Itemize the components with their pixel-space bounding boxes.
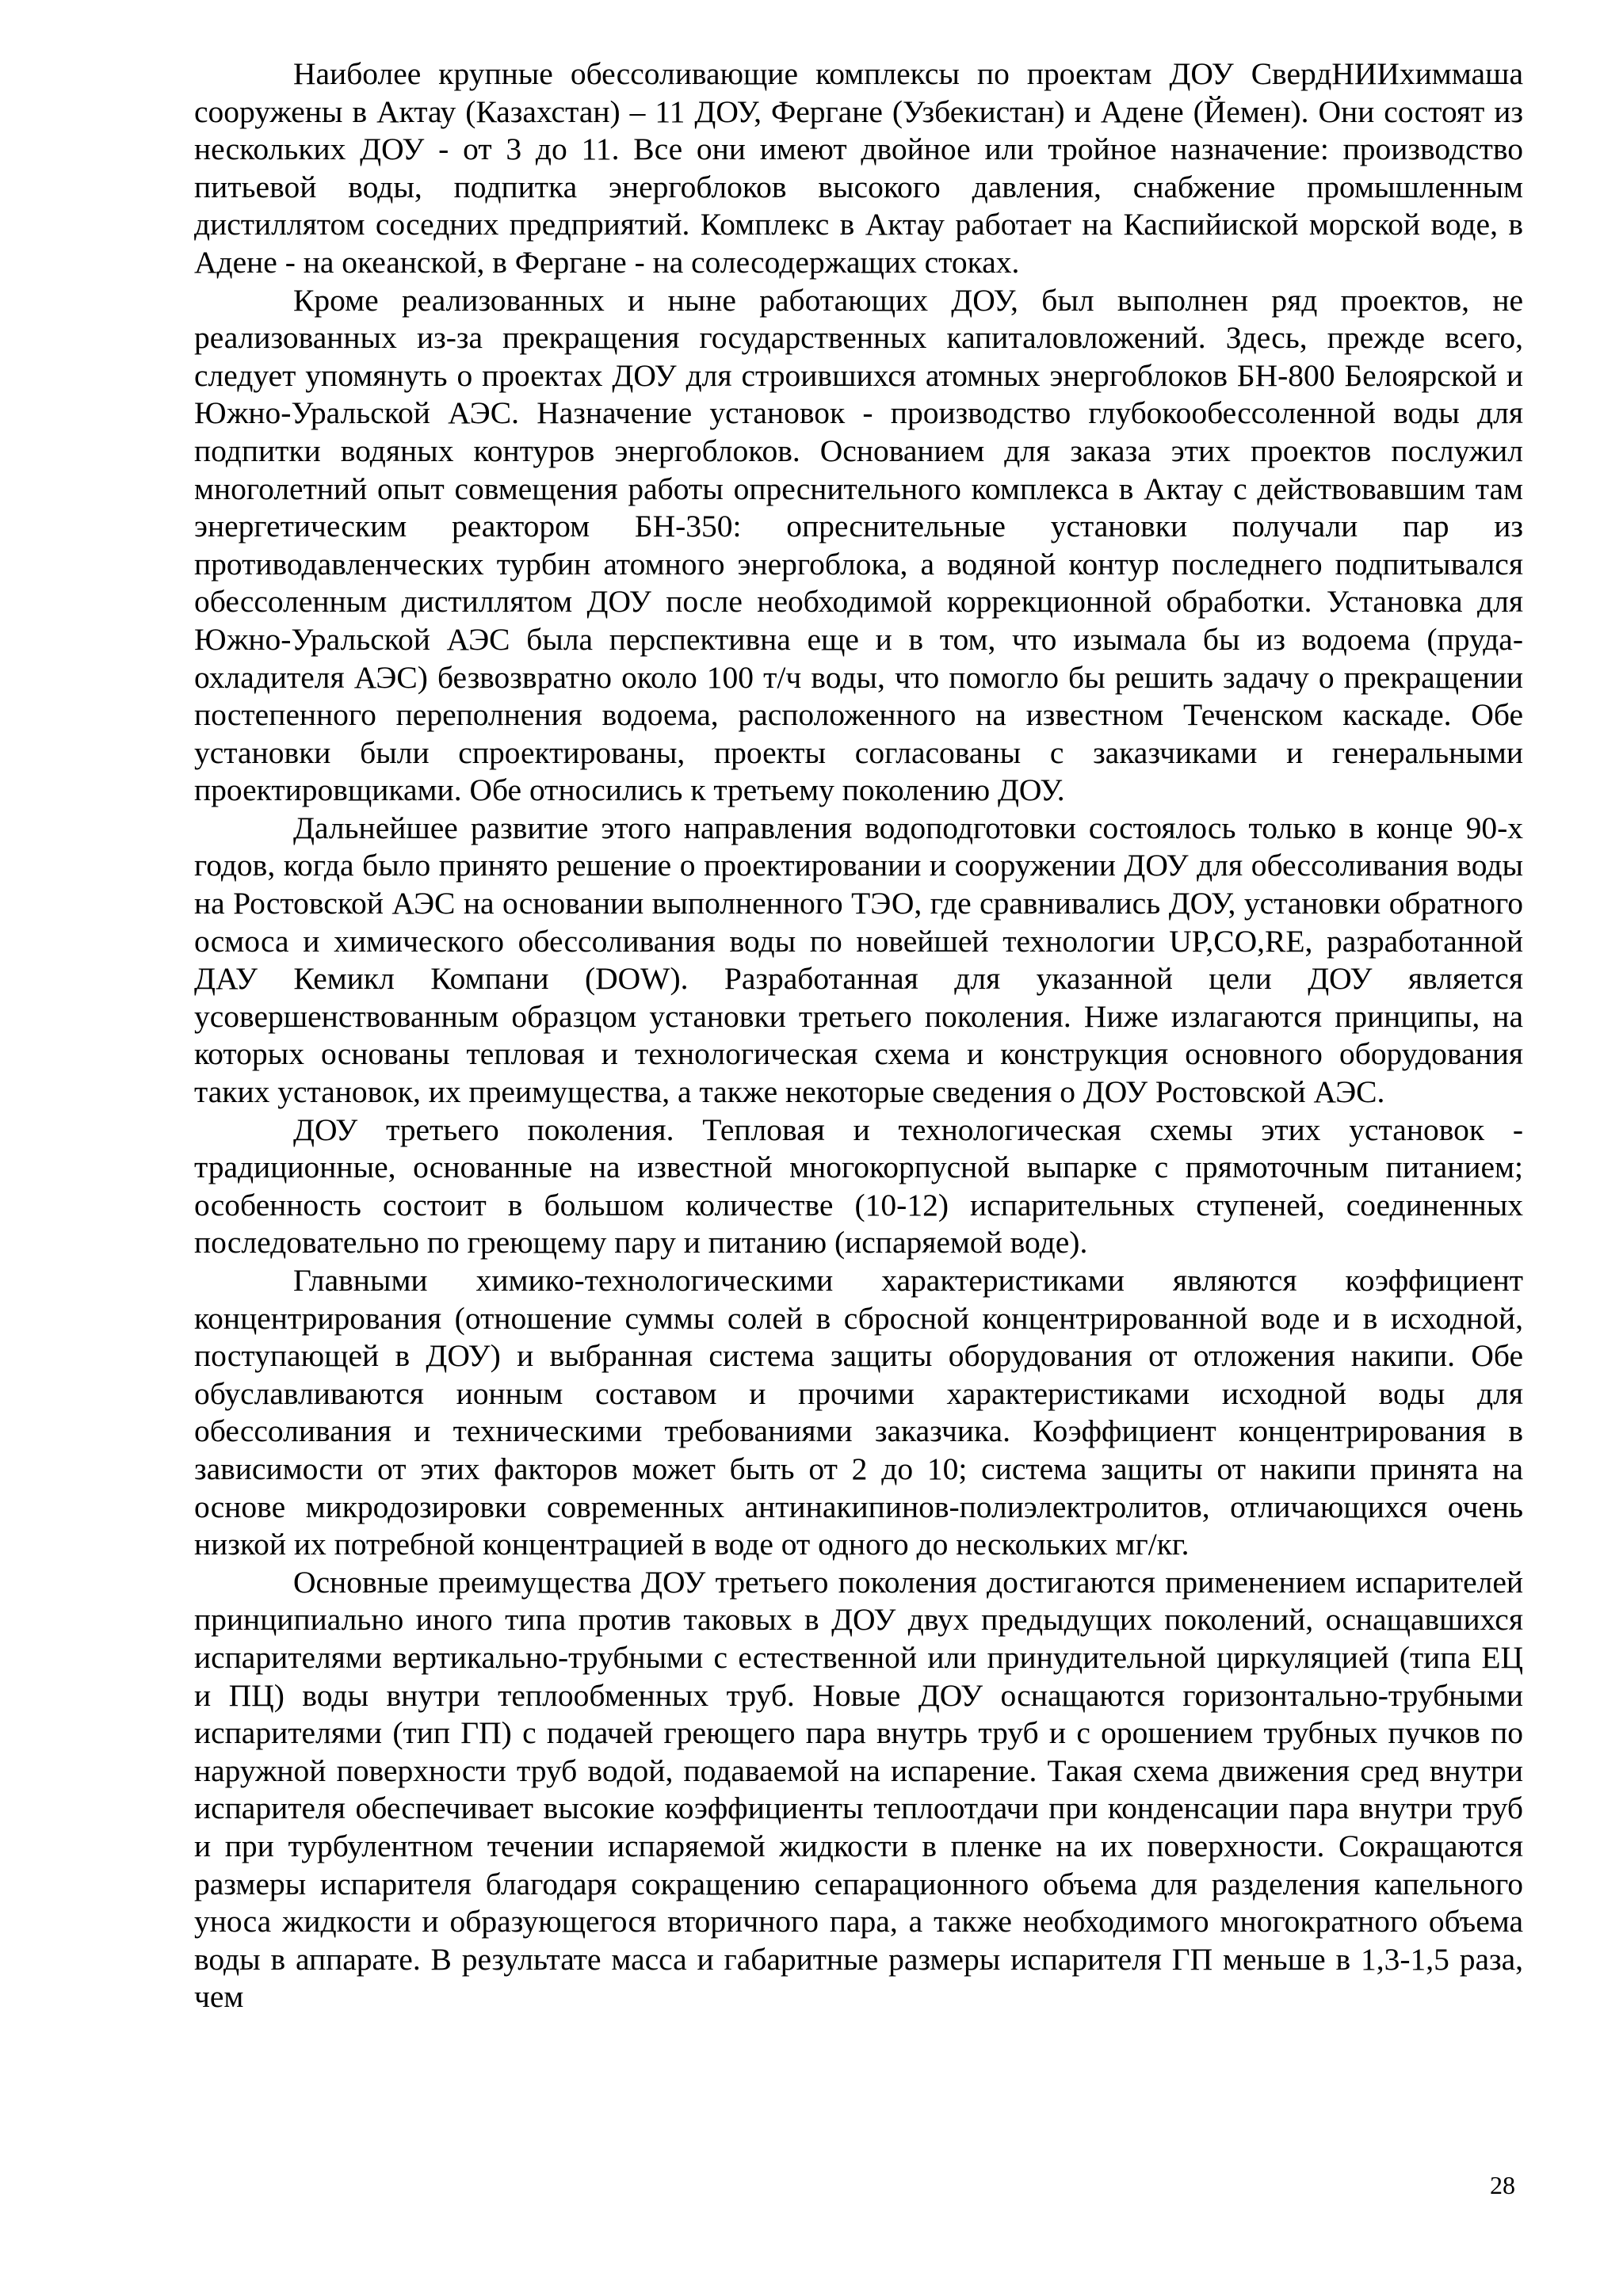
paragraph-1: Наиболее крупные обессоливающие комплексы по проектам ДОУ СвердНИИхиммаша сооружены в Актау (Казахстан) – 11 ДОУ, Фергане (Узбекистан) и Адене (Йемен). Они состоят из нескольких ДОУ - от 3 до 11. Все они имеют двойное или тройное назначение: производство питьевой воды, подпитка энергоблоков высокого давления, снабжение промышленным дистиллятом соседних предприятий. Комплекс в Актау работает на Каспийиской морской воде, в Адене - на океанской, в Фергане - на солесодержащих стоках. xyxy=(194,56,1523,280)
paragraph-3: Дальнейшее развитие этого направления водоподготовки состоялось только в конце 90-х годов, когда было принято решение о проектировании и сооружении ДОУ для обессоливания воды на Ростовской АЭС на основании выполненного ТЭО, где сравнивались ДОУ, установки обратного осмоса и химического обессоливания воды по новейшей технологии UP,CO,RE, разработанной ДАУ Кемикл Компани (DOW). Разработанная для указанной цели ДОУ является усовершенствованным образцом установки третьего поколения. Ниже излагаются принципы, на которых основаны тепловая и технологическая схема и конструкция основного оборудования таких установок, их преимущества, а также некоторые сведения о ДОУ Ростовской АЭС. xyxy=(194,810,1523,1110)
paragraph-6: Основные преимущества ДОУ третьего поколения достигаются применением испарителей принципиально иного типа против таковых в ДОУ двух предыдущих поколений, оснащавшихся испарителями вертикально-трубными с естественной или принудительной циркуляцией (типа ЕЦ и ПЦ) воды внутри теплообменных труб. Новые ДОУ оснащаются горизонтально-трубными испарителями (тип ГП) с подачей греющего пара внутрь труб и с орошением трубных пучков по наружной поверхности труб водой, подаваемой на испарение. Такая схема движения сред внутри испарителя обеспечивает высокие коэффициенты теплоотдачи при конденсации пара внутри труб и при турбулентном течении испаряемой жидкости в пленке на их поверхности. Сокращаются размеры испарителя благодаря сокращению сепарационного объема для разделения капельного уноса жидкости и образующегося вторичного пара, а также необходимого многократного объема воды в аппарате. В результате масса и габаритные размеры испарителя ГП меньше в 1,3-1,5 раза, чем xyxy=(194,1564,1523,2015)
paragraph-2: Кроме реализованных и ныне работающих ДОУ, был выполнен ряд проектов, не реализованных из-за прекращения государственных капиталовложений. Здесь, прежде всего, следует упомянуть о проектах ДОУ для строившихся атомных энергоблоков БН-800 Белоярской и Южно-Уральской АЭС. Назначение установок - производство глубокообессоленной воды для подпитки водяных контуров энергоблоков. Основанием для заказа этих проектов послужил многолетний опыт совмещения работы опреснительного комплекса в Актау с действовавшим там энергетическим реактором БН-350: опреснительные установки получали пар из противодавленческих турбин атомного энергоблока, а водяной контур последнего подпитывался обессоленным дистиллятом ДОУ после необходимой коррекционной обработки. Установка для Южно-Уральской АЭС была перспективна еще и в том, что изымала бы из водоема (пруда-охладителя АЭС) безвозвратно около 100 т/ч воды, что помогло бы решить задачу о прекращении постепенного переполнения водоема, расположенного на известном Теченском каскаде. Обе установки были спроектированы, проекты согласованы с заказчиками и генеральными проектировщиками. Обе относились к третьему поколению ДОУ. xyxy=(194,282,1523,808)
paragraph-5: Главными химико-технологическими характеристиками являются коэффициент концентрирования (отношение суммы солей в сбросной концентрированной воде и в исходной, поступающей в ДОУ) и выбранная система защиты оборудования от отложения накипи. Обе обуславливаются ионным составом и прочими характеристиками исходной воды для обессоливания и техническими требованиями заказчика. Коэффициент концентрирования в зависимости от этих факторов может быть от 2 до 10; система защиты от накипи принята на основе микродозировки современных антинакипинов-полиэлектролитов, отличающихся очень низкой их потребной концентрацией в воде от одного до нескольких мг/кг. xyxy=(194,1263,1523,1562)
page-number: 28 xyxy=(1490,2171,1515,2199)
paragraph-4: ДОУ третьего поколения. Тепловая и технологическая схемы этих установок - традиционные, основанные на известной многокорпусной выпарке с прямоточным питанием; особенность состоит в большом количестве (10-12) испарительных ступеней, соединенных последовательно по греющему пару и питанию (испаряемой воде). xyxy=(194,1112,1523,1261)
document-body xyxy=(194,55,1523,2016)
